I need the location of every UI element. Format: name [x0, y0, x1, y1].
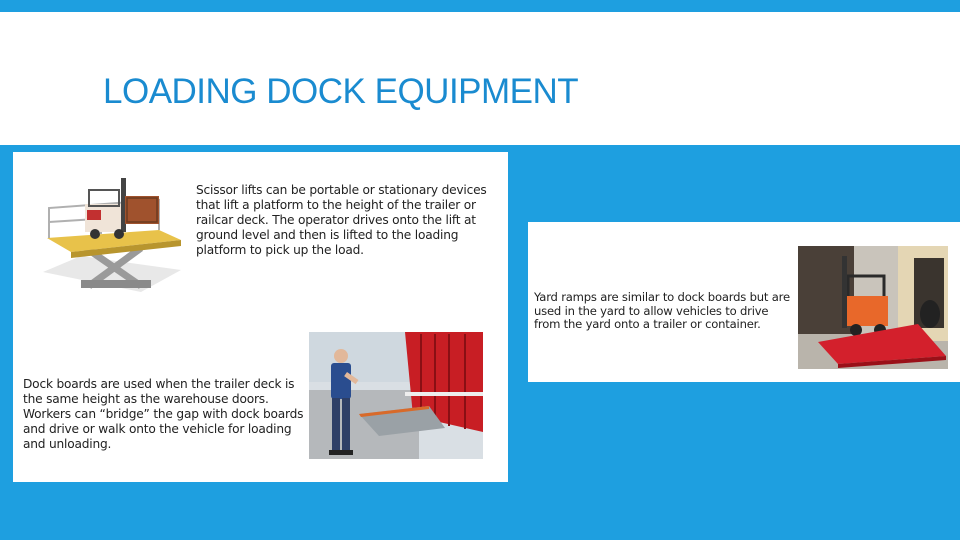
left-content-panel: [13, 152, 508, 482]
yard-ramp-caption: Yard ramps are similar to dock boards but are used in the yard to allow vehicles to drive from the yard onto a trailer or container.: [534, 290, 790, 331]
slide-title: LOADING DOCK EQUIPMENT: [103, 72, 579, 111]
right-content-panel: [528, 222, 960, 382]
dock-board-caption: Dock boards are used when the trailer deck is the same height as the warehouse doors. Workers can “bridge” the gap with dock boards and drive or walk onto the vehicle for loading and unloading.: [23, 377, 304, 451]
scissor-lift-caption: Scissor lifts can be portable or stationary devices that lift a platform to the height of the trailer or railcar deck. The operator drives onto the lift at ground level and then is lifted to the loading platform to pick up the load.: [196, 183, 487, 257]
scissor-lift-image: [41, 160, 183, 300]
dock-board-image: [309, 332, 483, 459]
top-accent-bar: [0, 0, 960, 12]
title-area: [0, 12, 960, 145]
yard-ramp-image: [798, 246, 948, 369]
